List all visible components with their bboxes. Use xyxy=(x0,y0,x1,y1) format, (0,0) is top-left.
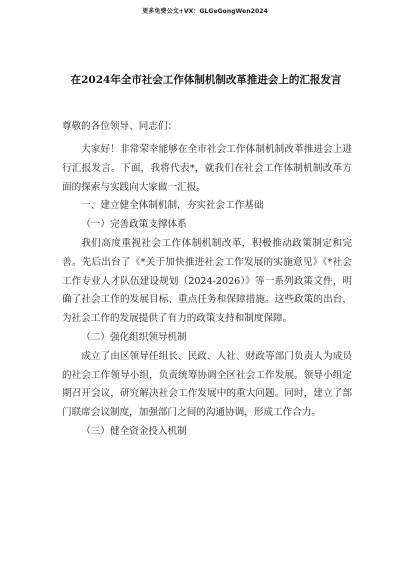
subsection-heading-3: （三）健全资金投入机制 xyxy=(81,425,187,437)
intro-paragraph: 大家好！非常荣幸能够在全市社会工作体制机制改革推进会上进行汇报发言。下面，我将代表*，就我们在社会工作体制机制改革方面的探索与实践向大家做一汇报。 xyxy=(62,144,352,193)
section-heading-1: 一、建立健全体制机制，夯实社会工作基础 xyxy=(81,200,264,212)
document-body xyxy=(62,141,352,442)
subsection-heading-1: （一）完善政策支撑体系 xyxy=(81,219,187,231)
header-note: 更多免费公文+VX：GLGeGongWen2024 xyxy=(142,8,268,15)
salutation: 尊敬的各位领导、同志们： xyxy=(62,121,178,132)
subsection-paragraph-1: 我们高度重视社会工作体制机制改革，积极推动政策制定和完善。先后出台了《*关于加快推进社会工作发展的实施意见》《*社会工作专业人才队伍建设规划（2024-2026）》等一系列政策文件，明确了社会工作的发展目标、重点任务和保障措施。这些政策的出台，为社会工作的发展提供了有力的政策支持和制度保障。 xyxy=(62,237,352,325)
subsection-paragraph-2: 成立了由区领导任组长、民政、人社、财政等部门负责人为成员的社会工作领导小组，负责统筹协调全区社会工作发展。领导小组定期召开会议，研究解决社会工作发展中的重大问题。同时，建立了部门联席会议制度，加强部门之间的沟通协调，形成工作合力。 xyxy=(62,350,352,419)
document-title: 在2024年全市社会工作体制机制改革推进会上的汇报发言 xyxy=(70,74,342,86)
subsection-heading-2: （二）强化组织领导机制 xyxy=(81,331,187,343)
